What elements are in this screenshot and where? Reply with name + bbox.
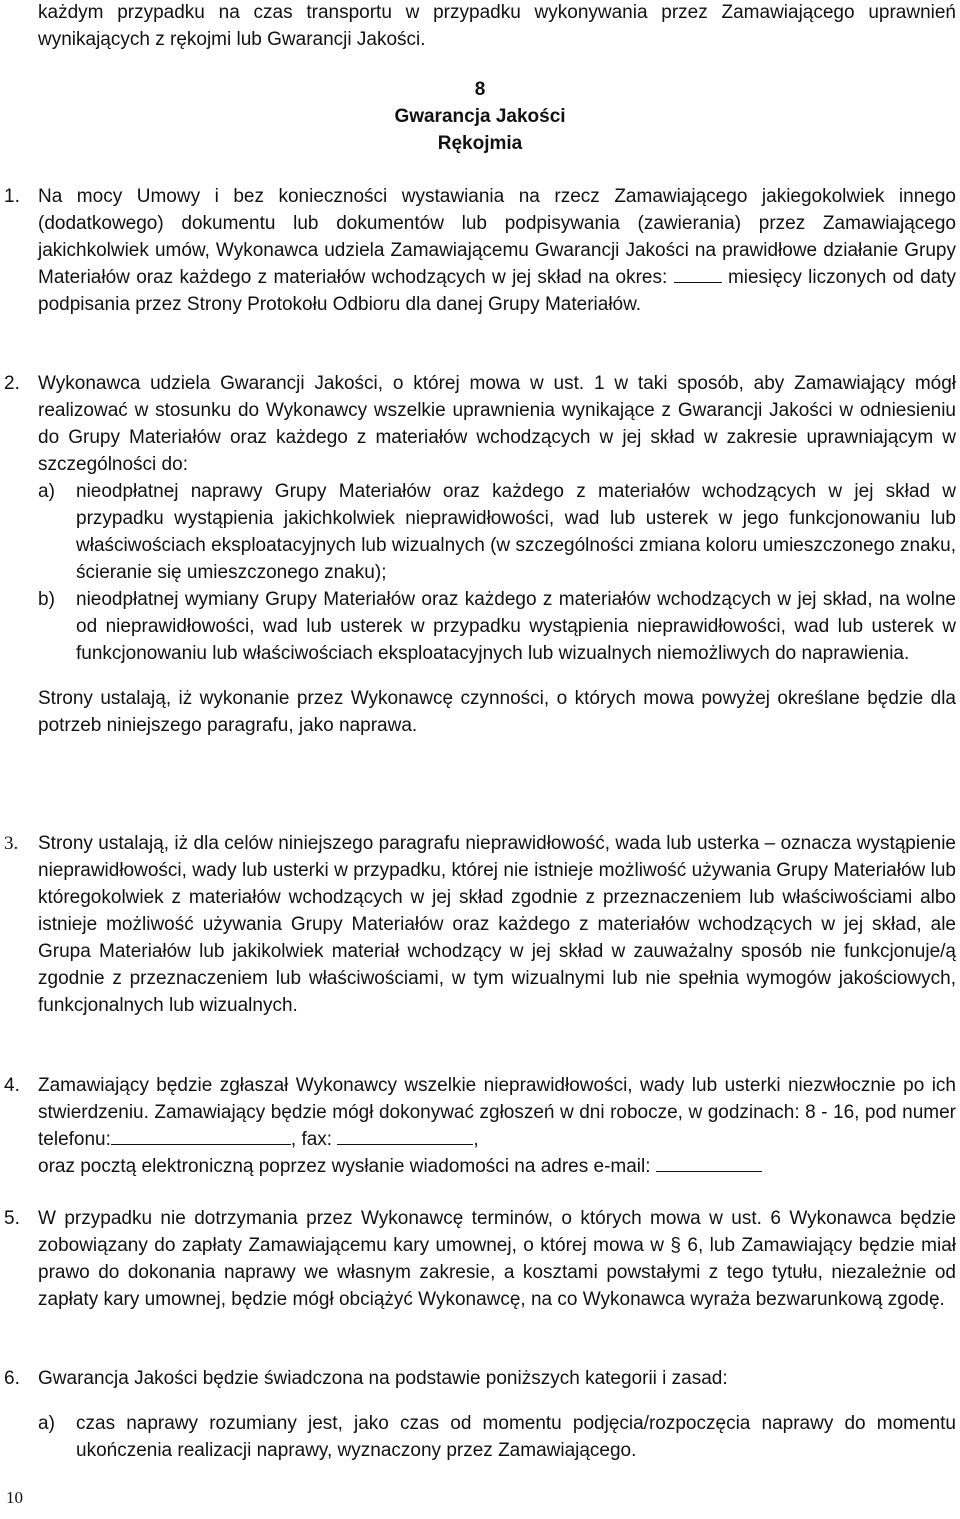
item-2-sub-a	[38, 478, 956, 586]
item-2-after: Strony ustalają, iż wykonanie przez Wykonawcę czynności, o których mowa powyżej określane będzie dla potrzeb niniejszego paragrafu, jako naprawa.	[38, 688, 956, 736]
item-1-text	[38, 183, 956, 318]
item-6-sub-a	[38, 1410, 956, 1464]
item-6-sub-a-label: a)	[38, 1413, 55, 1434]
item-5-number: 5.	[4, 1208, 20, 1229]
months-blank	[674, 264, 722, 283]
page-number: 10	[6, 1488, 23, 1507]
item-4-block	[38, 1072, 956, 1180]
item-4-text-2: , fax:	[290, 1129, 333, 1150]
item-1-text-a: Na mocy Umowy i bez konieczności wystawiania na rzecz Zamawiającego jakiegokolwiek innego (dodatkowego) dokumentu lub dokumentów lub podpisywania (zawierania) przez Zamawiającego jakichkolwiek umów, Wykonawca udziela Zamawiającemu Gwarancji Jakości na prawidłowe działanie Grupy Materiałów oraz każdego z materiałów wchodzących w jej skład na okres:	[38, 186, 956, 288]
item-6-number: 6.	[4, 1368, 20, 1389]
section-subtitle: Rękojmia	[437, 133, 523, 154]
fax-blank	[337, 1126, 473, 1145]
item-2-sub-b-text: nieodpłatnej wymiany Grupy Materiałów oraz każdego z materiałów wchodzących w jej skład, na wolne od nieprawidłowości, wad lub usterek w przypadku wystąpienia nieprawidłowości, wad lub usterek w funkcjonowaniu lub właściwościach eksploatacyjnych lub wizualnych niemożliwych do naprawienia.	[76, 589, 956, 664]
item-2-sub-b-label: b)	[38, 589, 55, 610]
item-1-text-b: miesięcy liczonych od daty podpisania przez Strony Protokołu Odbioru dla danej Grupy Materiałów.	[38, 267, 957, 315]
item-3-number: 3.	[4, 833, 19, 854]
item-2-text: Wykonawca udziela Gwarancji Jakości, o której mowa w ust. 1 w taki sposób, aby Zamawiający mógł realizować w stosunku do Wykonawcy wszelkie uprawnienia wynikające z Gwarancji Jakości w odniesieniu do Grupy Materiałów oraz każdego z materiałów wchodzących w jej skład w zakresie uprawniającym w szczególności do:	[38, 373, 956, 475]
item-5-text: W przypadku nie dotrzymania przez Wykonawcę terminów, o których mowa w ust. 6 Wykonawca będzie zobowiązany do zapłaty Zamawiającemu kary umownej, o której mowa w § 6, lub Zamawiający będzie miał prawo do dokonania naprawy we własnym zakresie, a kosztami powstałymi z tego tytułu, niezależnie od zapłaty kary umownej, będzie mógł obciążyć Wykonawcę, na co Wykonawca wyraża bezwarunkową zgodę.	[38, 1208, 956, 1310]
email-blank	[656, 1153, 762, 1172]
item-4-text-1: Zamawiający będzie zgłaszał Wykonawcy wszelkie nieprawidłowości, wady lub usterki niezwłocznie po ich stwierdzeniu. Zamawiający będzie mógł dokonywać zgłoszeń w dni robocze, w godzinach: 8 - 16, pod numer telefonu:	[38, 1075, 956, 1150]
item-4-number: 4.	[4, 1075, 20, 1096]
item-4-email-line	[38, 1153, 956, 1180]
section-number: 8	[474, 79, 486, 100]
item-2-block	[38, 370, 956, 739]
item-2-sub-a-label: a)	[38, 481, 55, 502]
item-6-sub-a-text: czas naprawy rozumiany jest, jako czas od momentu podjęcia/rozpoczęcia naprawy do momentu ukończenia realizacji naprawy, wyznaczony przez Zamawiającego.	[76, 1413, 956, 1461]
item-2-number: 2.	[4, 373, 20, 394]
item-4-text	[38, 1072, 956, 1153]
phone-blank	[111, 1126, 291, 1145]
item-1-number: 1.	[4, 186, 20, 207]
item-6-block	[38, 1365, 956, 1464]
section-title: Gwarancja Jakości	[394, 106, 566, 127]
item-2-sub-a-text: nieodpłatnej naprawy Grupy Materiałów oraz każdego z materiałów wchodzących w jej skład w przypadku wystąpienia jakichkolwiek nieprawidłowości, wad lub usterek w jego funkcjonowaniu lub właściwościach eksploatacyjnych lub wizualnych (w szczególności zmiana koloru umieszczonego znaku, ścieranie się umieszczonego znaku);	[76, 481, 956, 583]
item-3-text: Strony ustalają, iż dla celów niniejszego paragrafu nieprawidłowość, wada lub usterka – oznacza wystąpienie nieprawidłowości, wady lub usterki w przypadku, której nie istnieje możliwość używania Grupy Materiałów lub któregokolwiek z materiałów wchodzących w jej skład zgodnie z przeznaczeniem lub właściwościami albo istnieje możliwość używania Grupy Materiałów oraz każdego z materiałów wchodzących w jej skład, ale Grupa Materiałów lub jakikolwiek materiał wchodzący w jej skład w zauważalny sposób nie funkcjonuje/ą zgodnie z przeznaczeniem lub właściwościami, w tym wizualnymi lub nie spełnia wymogów jakościowych, funkcjonalnych lub wizualnych.	[38, 833, 956, 1016]
item-6-text: Gwarancja Jakości będzie świadczona na podstawie poniższych kategorii i zasad:	[38, 1368, 728, 1389]
item-2-sub-b	[38, 586, 956, 667]
item-4-text-3: ,	[473, 1129, 479, 1150]
intro-paragraph: każdym przypadku na czas transportu w przypadku wykonywania przez Zamawiającego uprawnień wynikających z rękojmi lub Gwarancji Jakości.	[38, 2, 956, 50]
item-4-text-4: oraz pocztą elektroniczną poprzez wysłanie wiadomości na adres e-mail:	[38, 1156, 651, 1177]
